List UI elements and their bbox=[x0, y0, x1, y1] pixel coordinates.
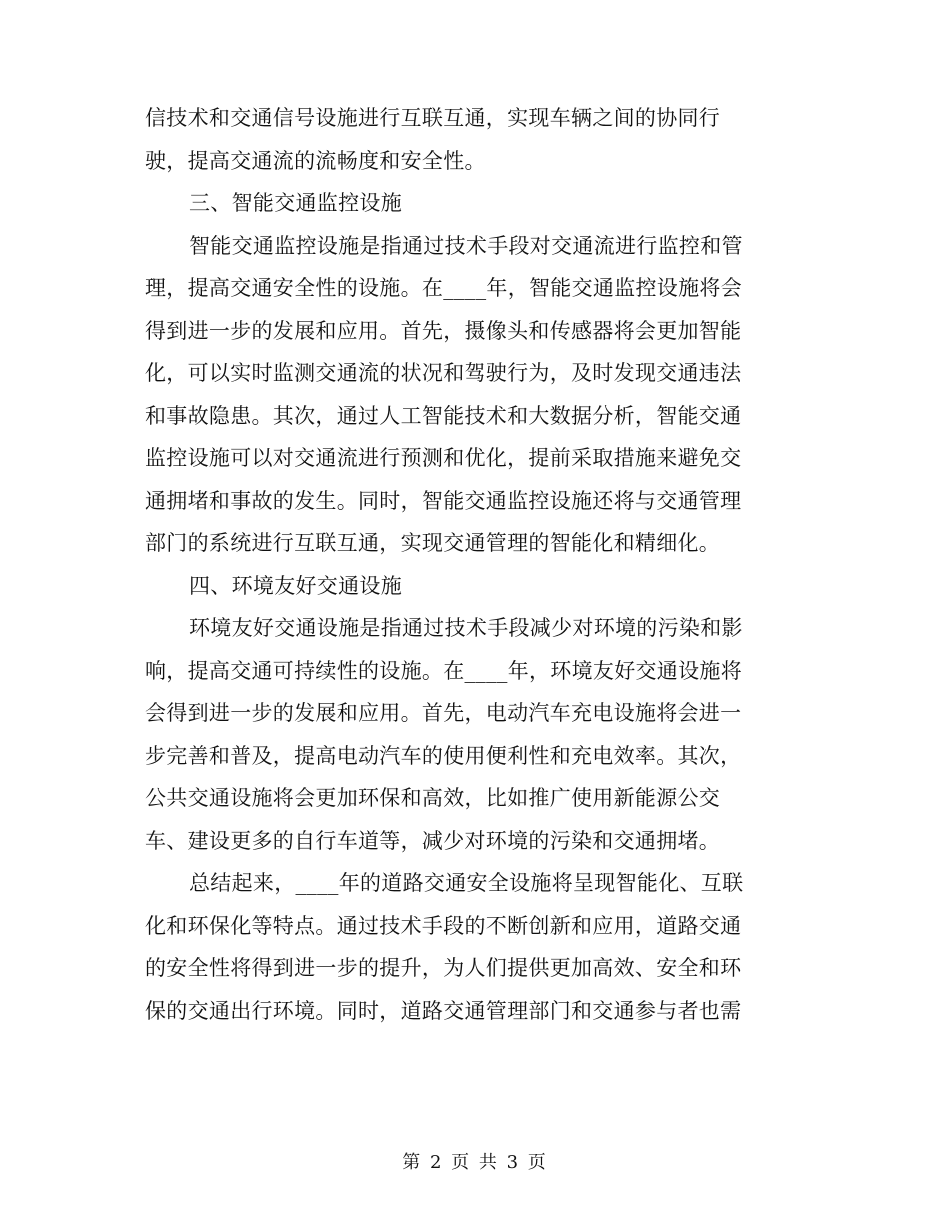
paragraph-line: 保的交通出行环境。同时，道路交通管理部门和交通参与者也需 bbox=[145, 998, 742, 1023]
paragraph-line: 化，可以实时监测交通流的状况和驾驶行为，及时发现交通违法 bbox=[145, 361, 742, 385]
paragraph-line: 监控设施可以对交通流进行预测和优化，提前采取措施来避免交 bbox=[145, 446, 742, 470]
paragraph-line: 理，提高交通安全性的设施。在____年，智能交通监控设施将会 bbox=[145, 276, 742, 300]
paragraph-line: 公共交通设施将会更加环保和高效，比如推广使用新能源公交 bbox=[145, 786, 721, 810]
section-heading: 四、环境友好交通设施 bbox=[189, 573, 402, 598]
paragraph-line: 和事故隐患。其次，通过人工智能技术和大数据分析，智能交通 bbox=[145, 403, 742, 428]
paragraph-line: 步完善和普及，提高电动汽车的使用便利性和充电效率。其次， bbox=[145, 743, 742, 768]
document-body bbox=[145, 97, 805, 1032]
section-heading: 三、智能交通监控设施 bbox=[189, 191, 402, 215]
paragraph-line: 通拥堵和事故的发生。同时，智能交通监控设施还将与交通管理 bbox=[145, 488, 742, 513]
paragraph-line: 的安全性将得到进一步的提升，为人们提供更加高效、安全和环 bbox=[145, 956, 742, 980]
paragraph-line: 车、建设更多的自行车道等，减少对环境的污染和交通拥堵。 bbox=[145, 828, 721, 853]
page-number-footer: 第 2 页 共 3 页 bbox=[402, 1152, 548, 1173]
paragraph-line: 信技术和交通信号设施进行互联互通，实现车辆之间的协同行 bbox=[145, 106, 721, 130]
paragraph-line: 总结起来，____年的道路交通安全设施将呈现智能化、互联 bbox=[189, 871, 744, 895]
paragraph-line: 部门的系统进行互联互通，实现交通管理的智能化和精细化。 bbox=[145, 531, 721, 555]
paragraph-line: 会得到进一步的发展和应用。首先，电动汽车充电设施将会进一 bbox=[145, 701, 742, 725]
paragraph-line: 驶，提高交通流的流畅度和安全性。 bbox=[145, 148, 486, 173]
paragraph-line: 环境友好交通设施是指通过技术手段减少对环境的污染和影 bbox=[189, 616, 743, 640]
paragraph-line: 得到进一步的发展和应用。首先，摄像头和传感器将会更加智能 bbox=[145, 318, 742, 343]
paragraph-line: 响，提高交通可持续性的设施。在____年，环境友好交通设施将 bbox=[145, 658, 742, 683]
paragraph-line: 智能交通监控设施是指通过技术手段对交通流进行监控和管 bbox=[189, 233, 743, 258]
paragraph-line: 化和环保化等特点。通过技术手段的不断创新和应用，道路交通 bbox=[145, 913, 742, 938]
